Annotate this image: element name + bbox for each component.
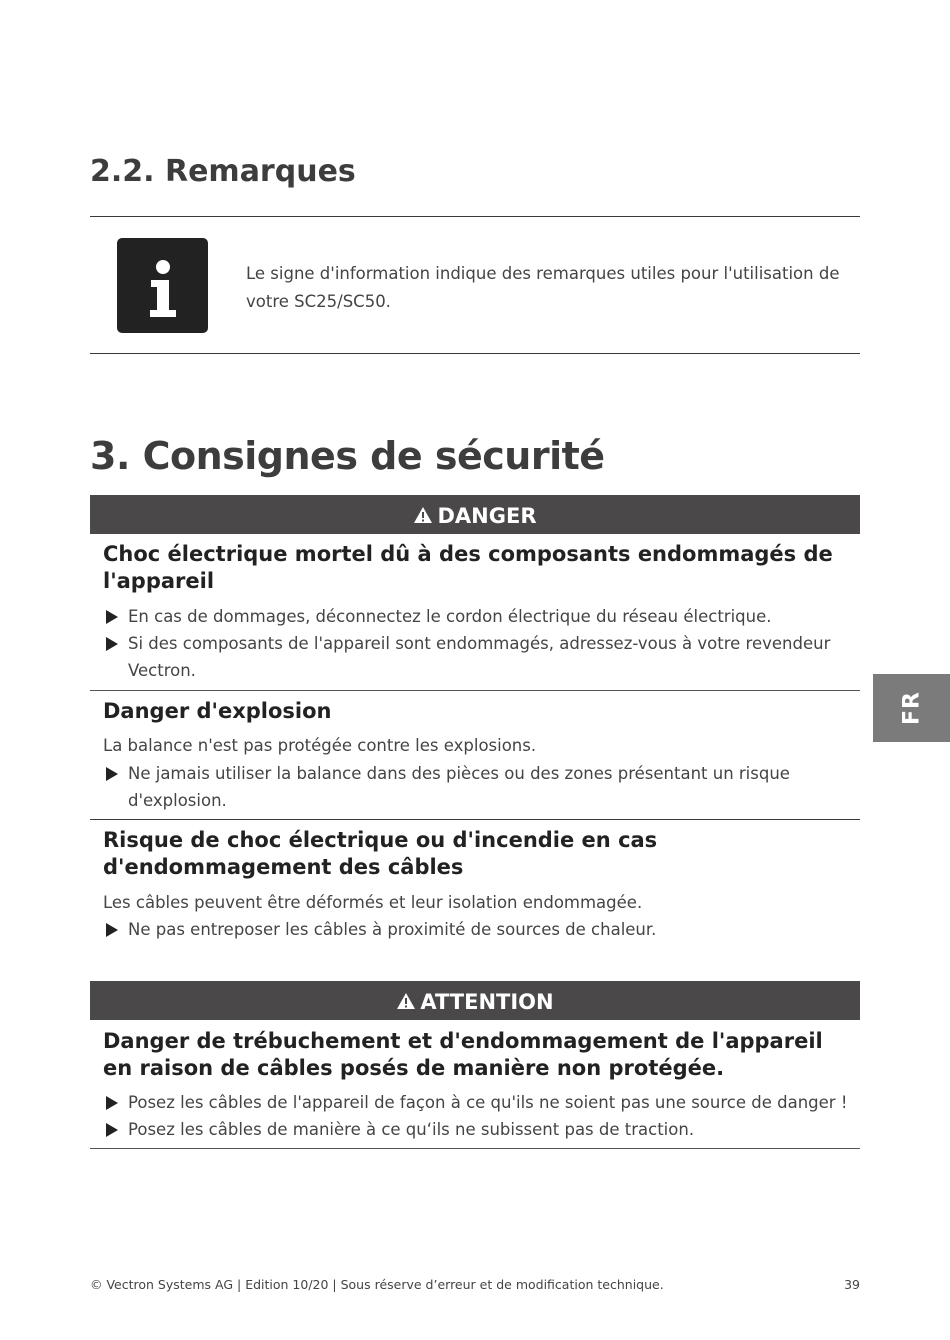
- divider: [90, 819, 860, 820]
- divider: [90, 216, 860, 217]
- bullet-arrow-icon: [106, 767, 118, 781]
- danger-label: DANGER: [437, 504, 537, 528]
- danger-intro: Les câbles peuvent être déformés et leur isolation endommagée.: [103, 893, 643, 912]
- warning-triangle-icon: [413, 496, 433, 514]
- bullet-arrow-icon: [106, 1096, 118, 1110]
- info-icon: [117, 238, 208, 333]
- attention-label: ATTENTION: [420, 990, 554, 1014]
- list-item: Si des composants de l'appareil sont endommagés, adressez-vous à votre revendeur Vectron.: [103, 630, 848, 684]
- divider: [90, 690, 860, 691]
- bullet-arrow-icon: [106, 923, 118, 937]
- page-number: 39: [844, 1277, 860, 1292]
- list-item: En cas de dommages, déconnectez le cordon électrique du réseau électrique.: [103, 603, 848, 630]
- bullet-arrow-icon: [106, 1123, 118, 1137]
- attention-title: Danger de trébuchement et d'endommagement de l'appareil en raison de câbles posés de manière non protégée.: [103, 1029, 823, 1080]
- list-item: Posez les câbles de l'appareil de façon à ce qu'ils ne soient pas une source de danger !: [103, 1089, 848, 1116]
- danger-title: Choc électrique mortel dû à des composants endommagés de l'appareil: [103, 542, 833, 593]
- footer-text: © Vectron Systems AG | Edition 10/20 | Sous réserve d’erreur et de modification technique.: [90, 1277, 664, 1292]
- bullet-arrow-icon: [106, 637, 118, 651]
- list-item: Ne jamais utiliser la balance dans des pièces ou des zones présentant un risque d'explosion.: [103, 760, 848, 814]
- warning-triangle-icon: [396, 982, 416, 1000]
- info-remark-text: Le signe d'information indique des remarques utiles pour l'utilisation de votre SC25/SC50.: [246, 264, 840, 311]
- list-item: Posez les câbles de manière à ce qu‘ils ne subissent pas de traction.: [103, 1116, 848, 1143]
- divider: [90, 353, 860, 354]
- divider: [90, 1148, 860, 1149]
- language-tab-label: FR: [899, 691, 924, 725]
- bullet-arrow-icon: [106, 610, 118, 624]
- language-tab: [873, 674, 950, 742]
- list-item: Ne pas entreposer les câbles à proximité de sources de chaleur.: [103, 916, 848, 943]
- danger-title: Danger d'explosion: [103, 699, 332, 723]
- section-heading-safety: 3. Consignes de sécurité: [90, 434, 605, 478]
- danger-intro: La balance n'est pas protégée contre les explosions.: [103, 736, 537, 755]
- section-heading-remarques: 2.2. Remarques: [90, 154, 356, 189]
- danger-banner: [90, 495, 860, 534]
- danger-title: Risque de choc électrique ou d'incendie en cas d'endommagement des câbles: [103, 828, 658, 879]
- attention-banner: [90, 981, 860, 1020]
